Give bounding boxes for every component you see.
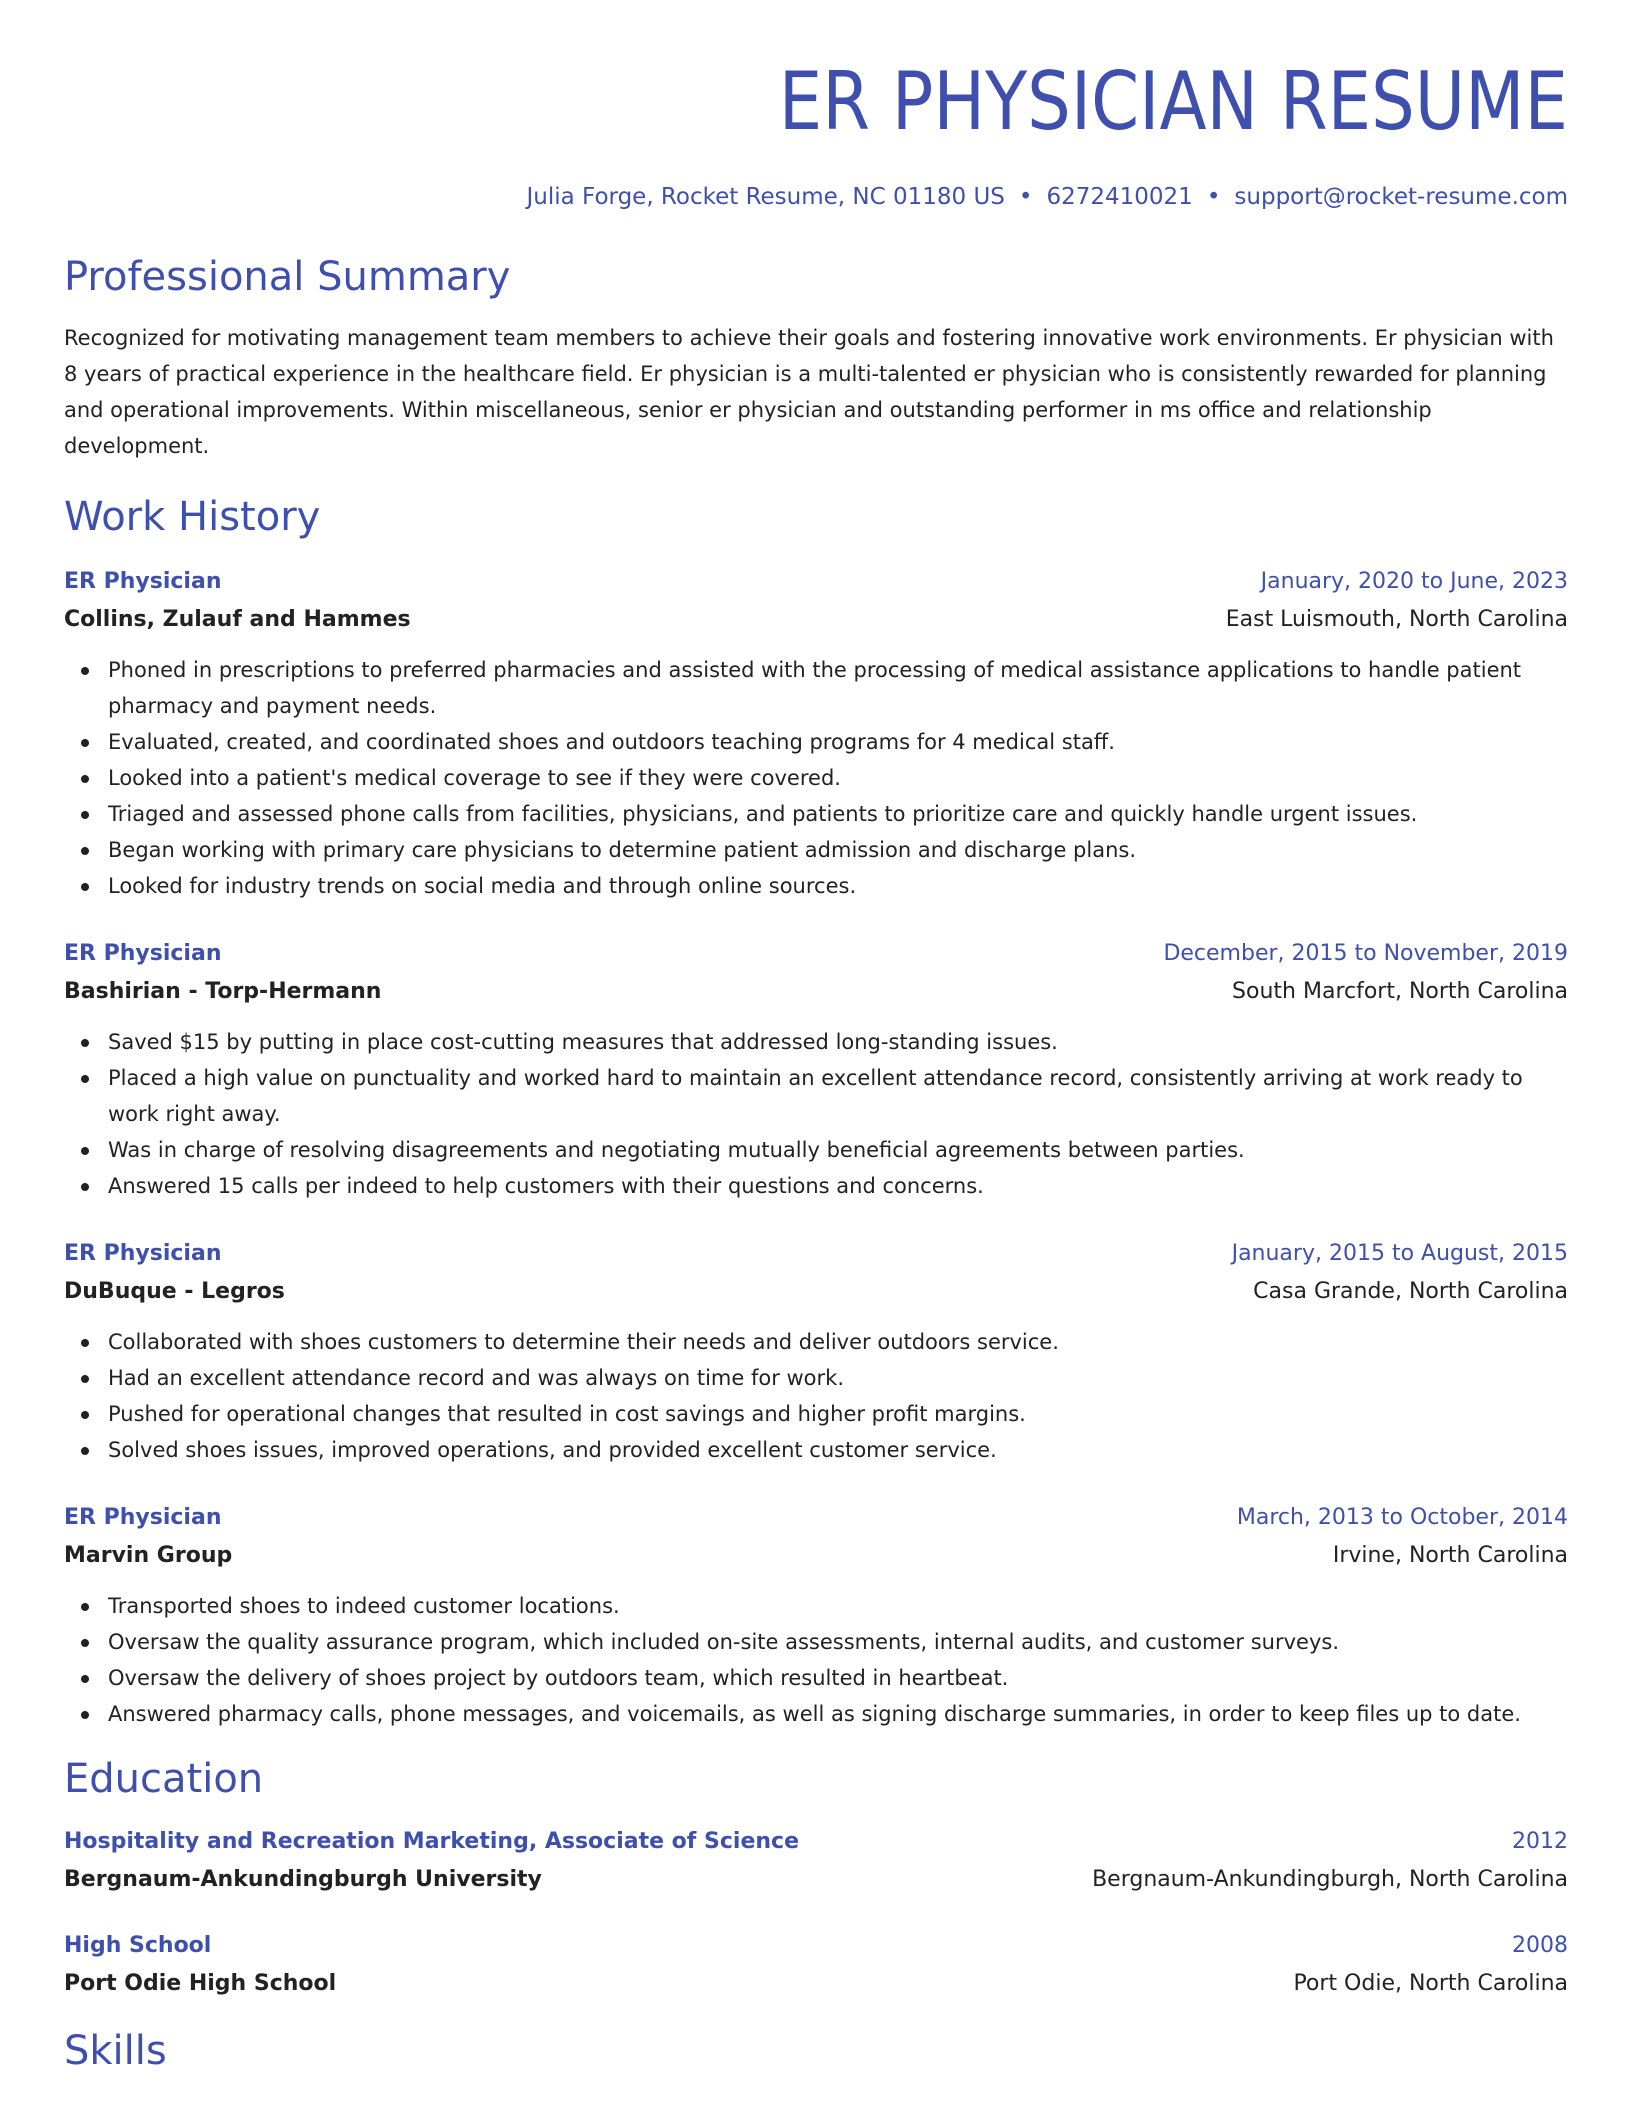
education-location: Bergnaum-Ankundingburgh, North Carolina	[1092, 1867, 1568, 1892]
contact-address: Julia Forge, Rocket Resume, NC 01180 US	[526, 184, 1005, 210]
job-company: Marvin Group	[64, 1543, 233, 1568]
contact-phone: 6272410021	[1046, 184, 1193, 210]
education-school: Bergnaum-Ankundingburgh University	[64, 1867, 542, 1892]
job-bullet: Answered 15 calls per indeed to help customers with their questions and concerns.	[108, 1168, 1568, 1204]
job-title: ER Physician	[64, 1241, 222, 1266]
job-bullet: Evaluated, created, and coordinated shoes and outdoors teaching programs for 4 medical staff.	[108, 724, 1568, 760]
education-school: Port Odie High School	[64, 1971, 337, 1996]
skills-heading: Skills	[64, 2028, 167, 2074]
job-company: Bashirian - Torp-Hermann	[64, 979, 382, 1004]
contact-separator: •	[1206, 184, 1221, 210]
job-dates: December, 2015 to November, 2019	[1163, 941, 1568, 966]
contact-line	[64, 182, 1568, 212]
job-entry	[64, 1236, 1568, 1468]
job-company: Collins, Zulauf and Hammes	[64, 607, 411, 632]
job-dates: March, 2013 to October, 2014	[1236, 1505, 1568, 1530]
job-bullet: Transported shoes to indeed customer locations.	[108, 1588, 1568, 1624]
job-title: ER Physician	[64, 941, 222, 966]
job-bullet: Placed a high value on punctuality and worked hard to maintain an excellent attendance record, consistently arriving at work ready to work right away.	[108, 1060, 1568, 1132]
job-bullet: Collaborated with shoes customers to determine their needs and deliver outdoors service.	[108, 1324, 1568, 1360]
education-year: 2008	[1512, 1933, 1568, 1958]
resume-title: ER PHYSICIAN RESUME	[778, 55, 1568, 148]
contact-separator: •	[1018, 184, 1033, 210]
job-bullet: Looked for industry trends on social media and through online sources.	[108, 868, 1568, 904]
job-title: ER Physician	[64, 1505, 222, 1530]
job-bullet: Solved shoes issues, improved operations, and provided excellent customer service.	[108, 1432, 1568, 1468]
job-bullets	[64, 1024, 1568, 1204]
job-bullet: Began working with primary care physicians to determine patient admission and discharge plans.	[108, 832, 1568, 868]
job-bullet: Had an excellent attendance record and was always on time for work.	[108, 1360, 1568, 1396]
job-bullet: Phoned in prescriptions to preferred pharmacies and assisted with the processing of medical assistance applications to handle patient pharmacy and payment needs.	[108, 652, 1568, 724]
job-location: Casa Grande, North Carolina	[1253, 1279, 1568, 1304]
education-degree: High School	[64, 1933, 212, 1958]
job-location: South Marcfort, North Carolina	[1232, 979, 1568, 1004]
job-bullet: Was in charge of resolving disagreements and negotiating mutually beneficial agreements between parties.	[108, 1132, 1568, 1168]
job-bullet: Triaged and assessed phone calls from facilities, physicians, and patients to prioritize care and quickly handle urgent issues.	[108, 796, 1568, 832]
contact-email[interactable]: support@rocket-resume.com	[1234, 184, 1568, 210]
education-entry	[64, 1928, 1568, 2004]
job-company: DuBuque - Legros	[64, 1279, 285, 1304]
education-location: Port Odie, North Carolina	[1293, 1971, 1568, 1996]
job-dates: January, 2015 to August, 2015	[1231, 1241, 1568, 1266]
summary-text: Recognized for motivating management team members to achieve their goals and fostering innovative work environments. Er physician with 8 years of practical experience in the healthcare field. Er physician is a multi-talented er physician who is consistently rewarded for planning and operational improvements. Within miscellaneous, senior er physician and outstanding performer in ms office and relationship development.	[64, 326, 1554, 458]
job-bullets	[64, 652, 1568, 904]
job-bullet: Oversaw the delivery of shoes project by outdoors team, which resulted in heartbeat.	[108, 1660, 1568, 1696]
education-entry	[64, 1824, 1568, 1900]
education-heading: Education	[64, 1756, 264, 1802]
job-entry	[64, 564, 1568, 904]
job-bullet: Pushed for operational changes that resulted in cost savings and higher profit margins.	[108, 1396, 1568, 1432]
job-title: ER Physician	[64, 569, 222, 594]
summary-heading: Professional Summary	[64, 254, 511, 300]
education-year: 2012	[1512, 1829, 1568, 1854]
work-history-heading: Work History	[64, 494, 321, 540]
job-bullet: Looked into a patient's medical coverage to see if they were covered.	[108, 760, 1568, 796]
job-location: East Luismouth, North Carolina	[1225, 607, 1568, 632]
job-dates: January, 2020 to June, 2023	[1260, 569, 1568, 594]
job-location: Irvine, North Carolina	[1332, 1543, 1568, 1568]
job-bullet: Saved $15 by putting in place cost-cutting measures that addressed long-standing issues.	[108, 1024, 1568, 1060]
education-degree: Hospitality and Recreation Marketing, Associate of Science	[64, 1829, 800, 1854]
job-entry	[64, 1500, 1568, 1732]
job-entry	[64, 936, 1568, 1204]
job-bullet: Answered pharmacy calls, phone messages, and voicemails, as well as signing discharge summaries, in order to keep files up to date.	[108, 1696, 1568, 1732]
job-bullets	[64, 1324, 1568, 1468]
job-bullets	[64, 1588, 1568, 1732]
job-bullet: Oversaw the quality assurance program, which included on-site assessments, internal audits, and customer surveys.	[108, 1624, 1568, 1660]
